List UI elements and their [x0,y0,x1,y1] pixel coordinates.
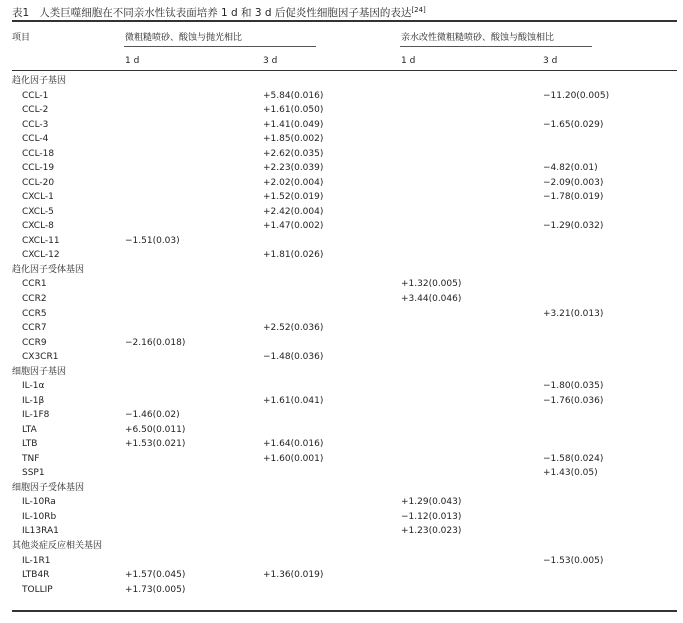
value-cell: +1.32(0.005) [401,279,462,290]
row-label: IL-10Rb [22,511,57,522]
value-cell: −1.29(0.032) [543,221,604,232]
value-cell: −2.09(0.003) [543,177,604,188]
row-label: CX3CR1 [22,352,59,363]
value-cell: −1.46(0.02) [125,410,180,421]
row-label: IL-1α [22,381,45,392]
row-label: LTB [22,439,38,450]
header-group-2: 亲水改性微粗糙喷砂、酸蚀与酸蚀相比 [401,33,555,43]
value-cell: +2.62(0.035) [263,148,324,159]
value-cell: +1.73(0.005) [125,584,186,595]
value-cell: +2.42(0.004) [263,206,324,217]
value-cell: +1.41(0.049) [263,119,324,130]
value-cell: −1.78(0.019) [543,192,604,203]
caption-reference: [24] [411,6,426,14]
value-cell: +1.52(0.019) [263,192,324,203]
row-label: IL-1F8 [22,410,50,421]
value-cell: −1.48(0.036) [263,352,324,363]
value-cell: −1.51(0.03) [125,235,180,246]
value-cell: +1.85(0.002) [263,134,324,145]
row-label: CXCL-11 [22,235,60,246]
value-cell: −2.16(0.018) [125,337,186,348]
value-cell: +1.61(0.050) [263,105,324,116]
value-cell: +3.21(0.013) [543,308,604,319]
caption-text: 人类巨噬细胞在不同亲水性钛表面培养 1 d 和 3 d 后促炎性细胞因子基因的表达 [39,7,412,19]
section-heading: 趋化因子基因 [12,76,67,86]
header-group-1: 微粗糙喷砂、酸蚀与抛光相比 [125,33,243,43]
value-cell: +2.52(0.036) [263,323,324,333]
row-label: CCR1 [22,279,47,290]
row-label: CCR2 [22,293,47,304]
row-label: CCL-2 [22,105,49,116]
value-cell: +1.61(0.041) [263,395,324,406]
header-group-2-day-3: 3 d [543,56,558,66]
value-cell: +1.23(0.023) [401,526,462,537]
group-2-underline [400,46,592,47]
row-label: TNF [22,453,40,464]
row-label: CCR5 [22,308,47,319]
value-cell: −1.12(0.013) [401,511,462,522]
value-cell: +1.43(0.05) [543,468,598,479]
row-label: CCL-1 [22,90,49,101]
caption-label: 表1 [12,7,30,19]
value-cell: −4.82(0.01) [543,163,598,174]
group-1-underline [124,46,316,47]
header-group-1-day-1: 1 d [125,56,140,66]
value-cell: −1.80(0.035) [543,381,604,392]
row-label: IL-1β [22,395,45,406]
table-header-rule [12,70,677,71]
row-label: IL13RA1 [22,526,59,537]
row-label: SSP1 [22,468,45,479]
value-cell: +5.84(0.016) [263,90,324,101]
section-heading: 细胞因子基因 [12,366,67,377]
value-cell: +1.60(0.001) [263,453,324,464]
table-bottom-rule [12,610,677,612]
row-label: LTB4R [22,570,50,580]
value-cell: +6.50(0.011) [125,424,186,435]
value-cell: +1.53(0.021) [125,439,186,450]
section-heading: 细胞因子受体基因 [12,482,85,493]
table-top-rule [12,20,677,22]
row-label: CXCL-1 [22,192,54,203]
value-cell: −1.58(0.024) [543,453,604,464]
row-label: CCL-4 [22,134,49,145]
value-cell: +1.57(0.045) [125,570,186,580]
row-label: CCL-19 [22,163,55,174]
value-cell: +1.81(0.026) [263,250,324,261]
row-label: CXCL-12 [22,250,60,261]
value-cell: +3.44(0.046) [401,293,462,304]
value-cell: +1.47(0.002) [263,221,324,232]
header-group-2-day-1: 1 d [401,56,416,66]
value-cell: −1.76(0.036) [543,395,604,406]
row-label: CXCL-8 [22,221,54,232]
row-label: CXCL-5 [22,206,54,217]
row-label: CCL-3 [22,119,49,130]
row-label: TOLLIP [22,584,53,595]
row-label: CCL-18 [22,148,55,159]
row-label: CCR7 [22,323,47,333]
row-label: LTA [22,424,37,435]
value-cell: −11.20(0.005) [543,90,610,101]
section-heading: 其他炎症反应相关基因 [12,541,103,551]
value-cell: +2.23(0.039) [263,163,324,174]
section-heading: 趋化因子受体基因 [12,264,85,275]
value-cell: +1.36(0.019) [263,570,324,580]
value-cell: −1.53(0.005) [543,555,604,566]
value-cell: +2.02(0.004) [263,177,324,188]
value-cell: +1.64(0.016) [263,439,324,450]
value-cell: −1.65(0.029) [543,119,604,130]
value-cell: +1.29(0.043) [401,497,462,508]
row-label: CCR9 [22,337,47,348]
header-item: 项目 [12,33,31,43]
row-label: IL-1R1 [22,555,51,566]
header-group-1-day-3: 3 d [263,56,278,66]
row-label: IL-10Ra [22,497,56,508]
table-caption [12,5,426,20]
row-label: CCL-20 [22,177,55,188]
